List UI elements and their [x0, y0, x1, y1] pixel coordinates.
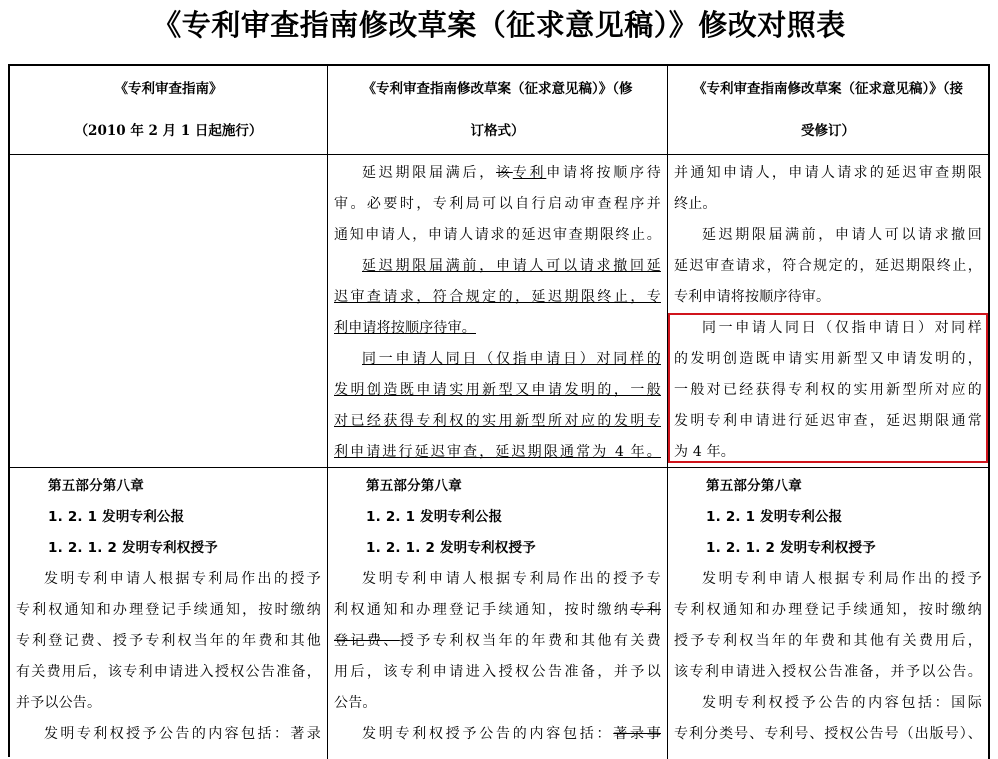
text-line: 发明专利申请人根据专利局作出的授予 [44, 571, 321, 587]
text-line: 该专利申请进入授权公告准备，并予以公告。 [674, 664, 982, 680]
text-line [334, 344, 661, 375]
empty-cell [10, 155, 328, 468]
text-line [334, 282, 661, 313]
text-line: 延迟期限届满后，该专利申请将按顺序待 [362, 165, 661, 181]
section-heading: 第五部分第八章 [706, 478, 802, 494]
text-line: 公告。 [334, 695, 377, 711]
section-heading: 第五部分第八章 [366, 478, 462, 494]
header-title: 《专利审查指南》 [114, 81, 223, 97]
text-line: 一般对已经获得专利权的实用新型所对应的 [674, 382, 982, 398]
accepted-revision-cell [668, 468, 990, 759]
text-line: 同一申请人同日（仅指申请日）对同样 [702, 320, 982, 336]
header-title: 《专利审查指南修改草案（征求意见稿）》（接 [693, 81, 963, 97]
section-heading: 1. 2. 1 发明专利公报 [366, 509, 503, 525]
inserted-text: 专利 [512, 165, 547, 181]
section-heading: 第五部分第八章 [48, 478, 144, 494]
text-line: 专利登记费、授予专利权当年的年费和其他 [16, 633, 321, 649]
text-line: 通知申请人，申请人请求的延迟审查期限终止。 [334, 227, 661, 243]
section-heading: 1. 2. 1. 2 发明专利权授予 [706, 540, 876, 556]
text-line: 审。必要时，专利局可以自行启动审查程序并 [334, 196, 661, 212]
text-line: 发明专利权授予公告的内容包括：著录 [44, 726, 321, 742]
text-line: 发明专利申请人根据专利局作出的授予 [702, 571, 982, 587]
text-line: 授予专利权当年的年费和其他有关费用后， [674, 633, 982, 649]
text-line [334, 406, 661, 437]
header-cell-original-guide [10, 66, 328, 155]
page-title: 《专利审查指南修改草案（征求意见稿）》修改对照表 [152, 8, 846, 42]
accepted-revision-cell [668, 155, 990, 468]
text-line: 延迟审查请求，符合规定的，延迟期限终止， [674, 258, 982, 274]
text-line: 专利申请将按顺序待审。 [674, 289, 831, 305]
text-line: 专利分类号、专利号、授权公告号（出版号）、 [674, 726, 982, 742]
revision-format-cell [328, 155, 668, 468]
text-line: 为 4 年。 [674, 444, 736, 460]
header-subtitle: （2010 年 2 月 1 日起施行） [74, 123, 263, 139]
deleted-text: 该 [496, 165, 513, 181]
section-heading: 1. 2. 1. 2 发明专利权授予 [366, 540, 536, 556]
inserted-text: 延迟期限届满前，申请人可以请求撤回延 [362, 258, 661, 274]
header-cell-revision-format [328, 66, 668, 155]
header-title: 《专利审查指南修改草案（征求意见稿）》（修 [362, 81, 633, 97]
original-guide-cell [10, 468, 328, 759]
text-line: 发明专利申请人根据专利局作出的授予专 [362, 571, 661, 587]
text-line: 并予以公告。 [16, 695, 102, 711]
text-line: 专利权通知和办理登记手续通知，按时缴纳 [16, 602, 321, 618]
section-heading: 1. 2. 1 发明专利公报 [706, 509, 843, 525]
text-line: 发明专利权授予公告的内容包括：著录事 [362, 726, 661, 742]
text-line [334, 251, 661, 282]
inserted-text: 发明创造既申请实用新型又申请发明的，一般 [334, 382, 661, 398]
section-heading: 1. 2. 1 发明专利公报 [48, 509, 185, 525]
text-line: 登记费、授予专利权当年的年费和其他有关费 [334, 633, 661, 649]
inserted-text: 利申请将按顺序待审。 [334, 320, 476, 336]
section-heading: 1. 2. 1. 2 发明专利权授予 [48, 540, 218, 556]
revision-format-cell [328, 468, 668, 759]
deleted-text: 著录事 [613, 726, 661, 742]
header-subtitle: 订格式） [470, 123, 525, 139]
text-line: 专利权通知和办理登记手续通知，按时缴纳 [674, 602, 982, 618]
text-line [334, 437, 661, 468]
text-line: 发明专利权授予公告的内容包括：国际 [702, 695, 982, 711]
comparison-table [8, 64, 990, 757]
text-line: 终止。 [674, 196, 717, 212]
header-cell-accepted-revision [668, 66, 990, 155]
deleted-text: 专利 [630, 602, 661, 618]
text-line [334, 375, 661, 406]
text-line: 用后，该专利申请进入授权公告准备，并予以 [334, 664, 661, 680]
text-line: 并通知申请人，申请人请求的延迟审查期限 [674, 165, 982, 181]
text-line: 的发明创造既申请实用新型又申请发明的， [674, 351, 982, 367]
text-line [334, 313, 661, 344]
inserted-text: 对已经获得专利权的实用新型所对应的发明专 [334, 413, 661, 429]
text-line: 延迟期限届满前，申请人可以请求撤回 [702, 227, 982, 243]
text-line: 利权通知和办理登记手续通知，按时缴纳专利 [334, 602, 661, 618]
inserted-text: 同一申请人同日（仅指申请日）对同样的 [362, 351, 661, 367]
inserted-text: 利申请进行延迟审查，延迟期限通常为 4 年。 [334, 444, 661, 460]
header-subtitle: 受修订） [801, 123, 855, 139]
text-line: 发明专利申请进行延迟审查，延迟期限通常 [674, 413, 982, 429]
inserted-text: 迟审查请求，符合规定的，延迟期限终止，专 [334, 289, 661, 305]
text-line: 有关费用后，该专利申请进入授权公告准备， [16, 664, 321, 680]
deleted-text: 登记费、 [334, 633, 400, 649]
